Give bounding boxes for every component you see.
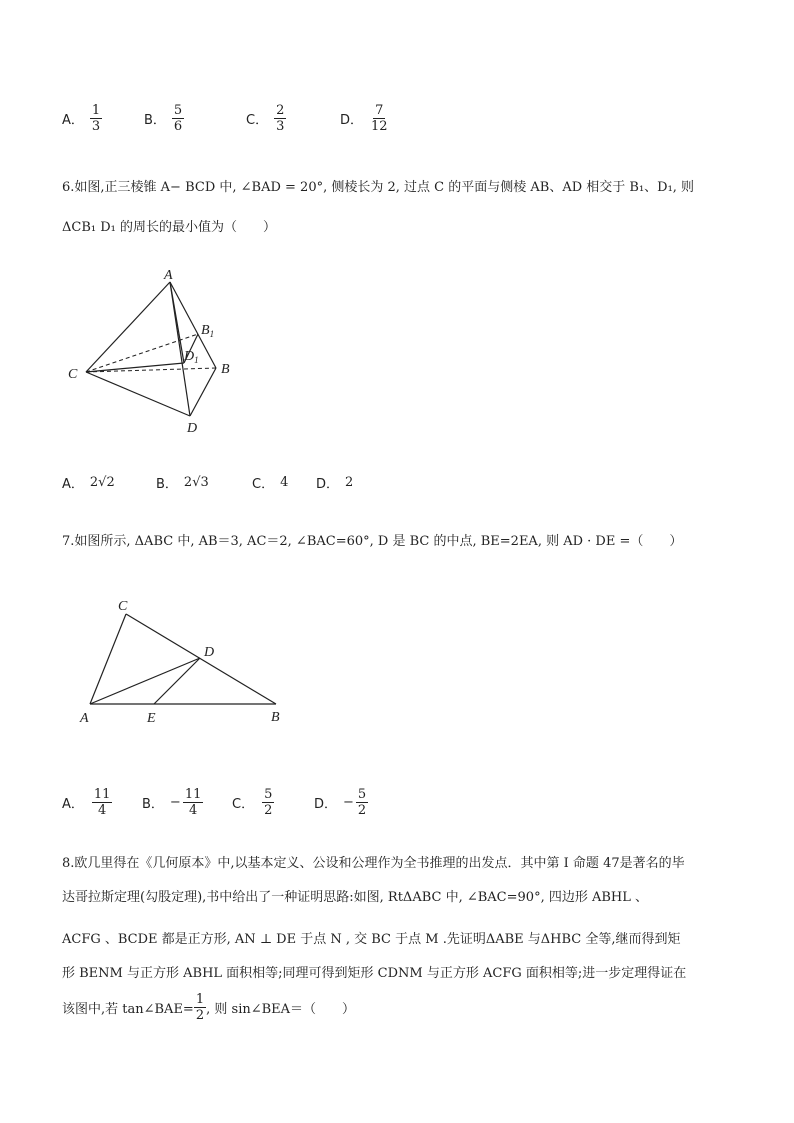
fraction: $\frac{11}{4}$ [93,786,111,818]
q5-options [62,98,762,138]
fraction: $\frac{11}{4}$ [184,786,202,818]
label-e: E [147,711,156,726]
label-b1: $B_1$ [201,323,215,339]
q5-option-a[interactable]: A． $\frac{1}{3}$ [62,102,101,134]
q7-option-a[interactable]: A． $\frac{11}{4}$ [62,786,111,818]
q5-option-c[interactable]: C． $\frac{2}{3}$ [246,102,285,134]
fraction: $\frac{7}{12}$ [371,102,388,134]
q6-option-d[interactable]: D． 2 [316,474,354,492]
fraction: $\frac{5}{2}$ [357,786,367,818]
q6-options [62,462,762,502]
q7-option-d[interactable]: D． − $\frac{5}{2}$ [314,786,367,818]
segment-de [154,658,200,704]
edge-bd [190,368,216,416]
q6-text-line-1: 6.如图,正三棱锥 A− BCD 中, ∠BAD = 20°, 侧棱长为 2, 过点 C 的平面与侧棱 AB、AD 相交于 B₁、D₁, 则 [62,180,695,195]
q8-text-line-1: 8.欧几里得在《几何原本》中,以基本定义、公设和公理作为全书推理的出发点．其中第 I 命题 47是著名的毕 [62,856,685,871]
q7-options [62,782,762,822]
q5-option-d[interactable]: D． $\frac{7}{12}$ [340,102,388,134]
option-value: 4 [280,474,289,490]
q6-text-line-2: ΔCB₁ D₁ 的周长的最小值为（ ） [62,220,276,235]
fraction: $\frac{1}{2}$ [195,992,205,1023]
segment-ad [90,658,200,704]
side-cb [126,614,276,704]
q7-option-b[interactable]: B． − $\frac{11}{4}$ [142,786,202,818]
side-ac [90,614,126,704]
option-value: 2 [345,474,354,490]
label-c: C [118,599,128,614]
label-a: A [80,711,89,726]
q8-text-line-5: 该图中,若 tan∠BAE= $\frac{1}{2}$ , 则 sin∠BEA＝（ ） [62,992,356,1023]
option-value: 2√2 [89,474,115,490]
edge-cd [86,372,190,416]
label-b: B [271,710,280,725]
edge-ac [86,282,170,372]
q5-option-b[interactable]: B． $\frac{5}{6}$ [144,102,183,134]
label-b: B [221,362,230,377]
fraction: $\frac{5}{2}$ [264,786,273,818]
label-d: D [187,421,198,436]
option-value: 2√3 [183,474,209,490]
q6-option-a[interactable]: A． 2√2 [62,474,115,492]
fraction: $\frac{2}{3}$ [276,102,285,134]
label-a: A [164,268,173,283]
q7-text-line-1: 7.如图所示, ΔABC 中, AB＝3, AC＝2, ∠BAC=60°, D 是 BC 的中点, BE=2EA, 则 AD · DE =（ ） [62,534,683,549]
q8-text-line-4: 形 BENM 与正方形 ABHL 面积相等;同理可得到矩形 CDNM 与正方形 ACFG 面积相等;进一步定理得证在 [62,966,687,981]
label-d1: $D_1$ [184,349,199,365]
label-c: C [68,367,78,382]
fraction: $\frac{5}{6}$ [173,102,183,134]
q7-option-c[interactable]: C． $\frac{5}{2}$ [232,786,273,818]
q6-tetrahedron-figure [60,268,260,438]
fraction: $\frac{1}{3}$ [91,102,101,134]
q7-triangle-figure [70,590,300,730]
q8-text-line-2: 达哥拉斯定理(勾股定理),书中给出了一种证明思路:如图, RtΔABC 中, ∠BAC=90°, 四边形 ABHL 、 [62,890,649,905]
label-d: D [204,645,215,660]
q6-option-c[interactable]: C． 4 [252,474,289,492]
q6-option-b[interactable]: B． 2√3 [156,474,209,492]
q8-text-line-3: ACFG 、BCDE 都是正方形, AN ⊥ DE 于点 N , 交 BC 于点 M .先证明ΔABE 与ΔHBC 全等,继而得到矩 [62,932,681,947]
